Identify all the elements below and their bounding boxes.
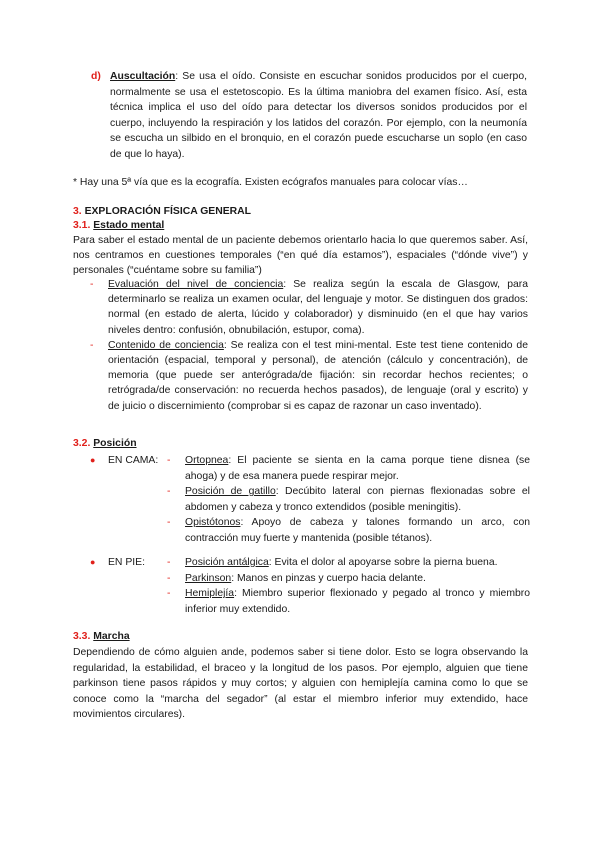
subsection-heading (73, 630, 130, 644)
list-marker: d) (91, 71, 101, 82)
subsection-number: 3.3. (73, 631, 91, 642)
auscultacion-item (91, 69, 527, 163)
section-heading (73, 205, 251, 219)
term: Posición antálgica (185, 557, 269, 568)
term: Contenido de conciencia (108, 339, 224, 351)
subsection-number: 3.1. (73, 220, 91, 231)
bullet-icon: ● (90, 557, 96, 567)
sub-list (167, 453, 530, 547)
section-number: 3. (73, 206, 82, 217)
estado-mental-list (90, 277, 528, 414)
sub-list (167, 555, 530, 617)
group-label: EN CAMA: (108, 455, 159, 466)
subsection-number: 3.2. (73, 438, 91, 449)
subsection-heading (73, 437, 137, 451)
term: Auscultación (110, 71, 176, 82)
list-item (90, 338, 528, 414)
definition: : Miembro superior flexionado y pegado al tronco y miembro inferior muy extendido. (185, 588, 530, 615)
bullet-icon: ● (90, 455, 96, 465)
definition: : Se realiza según la escala de Glasgow, para determinarlo se realiza un examen ocular, del lenguaje y motor. Se distinguen dos grados: normal (en estado de alerta, lúcido y colaborador) y disminuido (en el que hay varios niveles dentro: confusión, obnubilación, estupor, coma). (108, 279, 528, 336)
dash-marker: - (167, 455, 171, 466)
definition: : Evita el dolor al apoyarse sobre la pierna buena. (268, 557, 498, 568)
definition: : Decúbito lateral con piernas flexionadas sobre el abdomen y cabeza y tronco extendidos (posible meningitis). (185, 486, 530, 513)
definition: : Se usa el oído. Consiste en escuchar sonidos producidos por el cuerpo, normalmente se usa el estetoscopio. Es la última maniobra del examen físico. Así, esta técnica implica el uso del oído para detectar los diversos sonidos producidos por el cuerpo, incluyendo la respiración y los latidos del corazón. Por ejemplo, con la neumonía se escucha un silbido en el bronquio, en el corazón puede escucharse un soplo (en caso de que lo haya). (110, 71, 527, 160)
term: Evaluación del nivel de conciencia (108, 279, 284, 290)
paragraph: Dependiendo de cómo alguien ande, podemos saber si tiene dolor. Esto se logra observando la regularidad, la estabilidad, el braceo y la longitud de los pasos. Por ejemplo, alguien que tiene parkinson tiene pasos rápidos y muy cortos; y alguien con hemiplejía camina como lo que se conoce como la “marcha del segador” (al estar el miembro inferior muy extendido, hace movimientos circulares). (73, 647, 528, 721)
dash-marker: - (90, 279, 94, 290)
definition: : El paciente se sienta en la cama porque tiene disnea (se ahoga) y de esa manera puede respirar mejor. (185, 455, 530, 482)
term: Ortopnea (185, 455, 229, 466)
term: Parkinson (185, 572, 232, 584)
subsection-title: Estado mental (93, 220, 165, 231)
term: Opistótonos (185, 517, 241, 529)
term: Posición de gatillo (185, 486, 276, 498)
dash-marker: - (90, 339, 94, 351)
list-item (167, 555, 530, 571)
subsection-title: Posición (93, 438, 137, 449)
definition: : Manos en pinzas y cuerpo hacia delante. (231, 572, 426, 584)
list-item (167, 484, 530, 515)
definition: : Apoyo de cabeza y talones formando un arco, con contracción muy fuerte y mantenida (posible tétanos). (185, 517, 530, 544)
paragraph: Para saber el estado mental de un paciente debemos orientarlo hacia lo que queremos saber. Así, nos centramos en cuestiones temporales (“en qué día estamos”), espaciales (“dónde vive”) y personales (“cuéntame sobre su familia”) (73, 235, 528, 277)
subsection-title: Marcha (93, 631, 130, 642)
list-item (167, 571, 530, 587)
dash-marker: - (167, 557, 171, 568)
list-item (167, 453, 530, 484)
list-item (90, 277, 528, 338)
dash-marker: - (167, 572, 171, 584)
dash-marker: - (167, 517, 171, 529)
term: Hemiplejía (185, 588, 235, 600)
dash-marker: - (167, 486, 171, 498)
definition: : Se realiza con el test mini-mental. Este test tiene contenido de orientación (espacial, temporal y personal), de atención (cálculo y concentración), de memoria (que puede ser anterógrada/de fijación: sin recordar hechos recientes; o retrógrada/de conservación: no recuerda hechos pasados), de lenguaje (oral y escrito) y de juicio o discernimiento (comprobar si es capaz de razonar un caso inventado). (108, 339, 528, 412)
dash-marker: - (167, 588, 171, 600)
subsection-heading (73, 219, 164, 233)
list-item (167, 586, 530, 617)
group-label: EN PIE: (108, 557, 145, 568)
footnote: * Hay una 5ª vía que es la ecografía. Existen ecógrafos manuales para colocar vías… (73, 177, 468, 188)
section-title: EXPLORACIÓN FÍSICA GENERAL (84, 206, 252, 217)
list-item (167, 515, 530, 546)
